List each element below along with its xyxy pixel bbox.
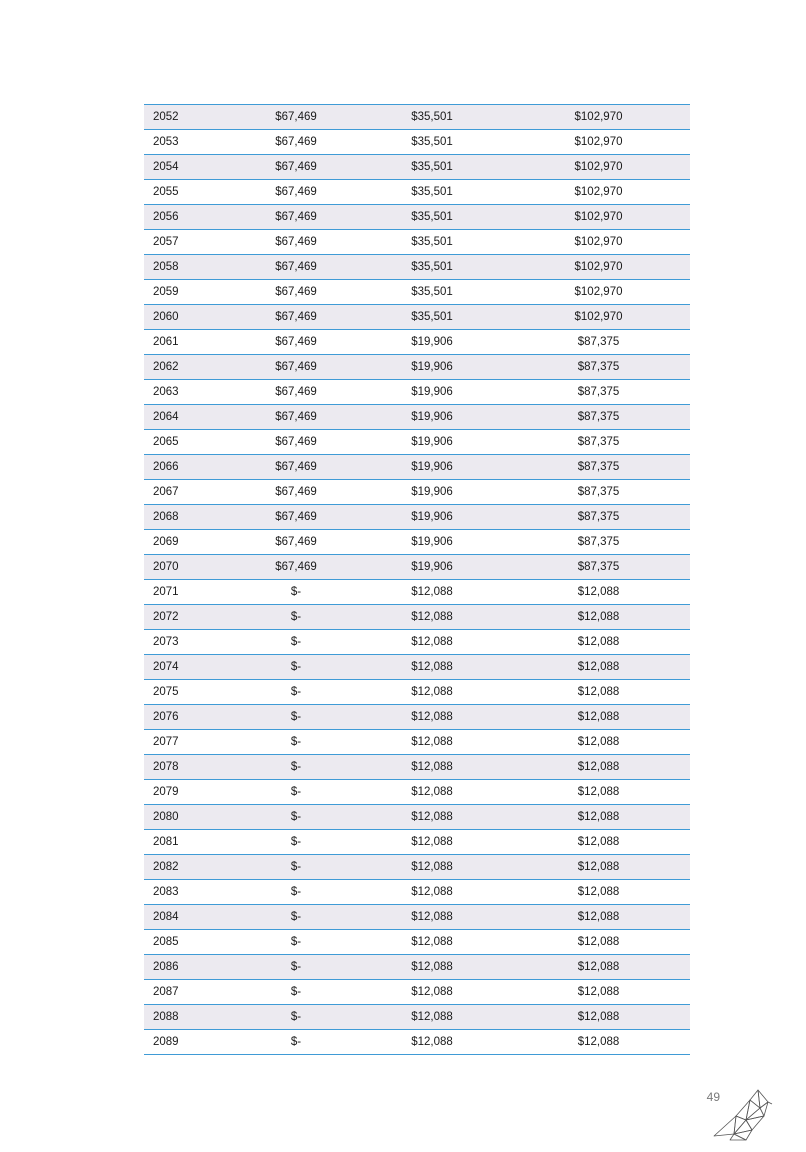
total-cell: $102,970 xyxy=(523,205,690,230)
table-row xyxy=(144,480,690,505)
year-cell: 2073 xyxy=(144,630,251,655)
total-cell: $87,375 xyxy=(523,430,690,455)
year-cell: 2054 xyxy=(144,155,251,180)
year-cell: 2059 xyxy=(144,280,251,305)
value-b-cell: $12,088 xyxy=(341,805,523,830)
value-a-cell: $67,469 xyxy=(251,355,341,380)
table-row xyxy=(144,705,690,730)
total-cell: $12,088 xyxy=(523,930,690,955)
value-b-cell: $12,088 xyxy=(341,730,523,755)
value-a-cell: $- xyxy=(251,580,341,605)
table-row xyxy=(144,205,690,230)
value-a-cell: $67,469 xyxy=(251,130,341,155)
value-b-cell: $19,906 xyxy=(341,430,523,455)
total-cell: $102,970 xyxy=(523,105,690,130)
value-a-cell: $- xyxy=(251,980,341,1005)
value-b-cell: $12,088 xyxy=(341,880,523,905)
table-row xyxy=(144,830,690,855)
total-cell: $12,088 xyxy=(523,955,690,980)
table-row xyxy=(144,455,690,480)
value-b-cell: $35,501 xyxy=(341,105,523,130)
table-row xyxy=(144,355,690,380)
value-a-cell: $67,469 xyxy=(251,430,341,455)
table-row xyxy=(144,555,690,580)
table-row xyxy=(144,130,690,155)
year-cell: 2077 xyxy=(144,730,251,755)
value-b-cell: $12,088 xyxy=(341,905,523,930)
total-cell: $12,088 xyxy=(523,630,690,655)
year-cell: 2068 xyxy=(144,505,251,530)
total-cell: $102,970 xyxy=(523,180,690,205)
total-cell: $12,088 xyxy=(523,680,690,705)
value-b-cell: $19,906 xyxy=(341,405,523,430)
year-cell: 2078 xyxy=(144,755,251,780)
table-row xyxy=(144,255,690,280)
total-cell: $12,088 xyxy=(523,980,690,1005)
total-cell: $87,375 xyxy=(523,355,690,380)
table-row xyxy=(144,855,690,880)
year-cell: 2069 xyxy=(144,530,251,555)
year-cell: 2064 xyxy=(144,405,251,430)
total-cell: $12,088 xyxy=(523,605,690,630)
total-cell: $87,375 xyxy=(523,555,690,580)
total-cell: $12,088 xyxy=(523,705,690,730)
value-b-cell: $12,088 xyxy=(341,855,523,880)
table-row xyxy=(144,1005,690,1030)
table-row xyxy=(144,430,690,455)
table-row xyxy=(144,230,690,255)
value-a-cell: $- xyxy=(251,905,341,930)
value-b-cell: $19,906 xyxy=(341,330,523,355)
table-row xyxy=(144,805,690,830)
value-b-cell: $12,088 xyxy=(341,780,523,805)
value-a-cell: $67,469 xyxy=(251,205,341,230)
value-b-cell: $19,906 xyxy=(341,530,523,555)
value-b-cell: $12,088 xyxy=(341,755,523,780)
table-row xyxy=(144,780,690,805)
year-cell: 2081 xyxy=(144,830,251,855)
total-cell: $102,970 xyxy=(523,230,690,255)
table-row xyxy=(144,730,690,755)
table-row xyxy=(144,955,690,980)
value-b-cell: $12,088 xyxy=(341,980,523,1005)
year-cell: 2052 xyxy=(144,105,251,130)
table-row xyxy=(144,655,690,680)
table-row xyxy=(144,880,690,905)
value-a-cell: $67,469 xyxy=(251,530,341,555)
total-cell: $102,970 xyxy=(523,305,690,330)
value-b-cell: $19,906 xyxy=(341,505,523,530)
total-cell: $12,088 xyxy=(523,830,690,855)
total-cell: $12,088 xyxy=(523,780,690,805)
value-b-cell: $12,088 xyxy=(341,580,523,605)
table-row xyxy=(144,1030,690,1055)
table-body xyxy=(144,105,690,1055)
total-cell: $87,375 xyxy=(523,480,690,505)
total-cell: $12,088 xyxy=(523,905,690,930)
value-a-cell: $- xyxy=(251,780,341,805)
table-row xyxy=(144,330,690,355)
total-cell: $12,088 xyxy=(523,805,690,830)
value-a-cell: $- xyxy=(251,855,341,880)
value-a-cell: $67,469 xyxy=(251,230,341,255)
value-b-cell: $12,088 xyxy=(341,1005,523,1030)
value-b-cell: $35,501 xyxy=(341,130,523,155)
data-table xyxy=(144,104,690,1055)
year-cell: 2053 xyxy=(144,130,251,155)
total-cell: $102,970 xyxy=(523,155,690,180)
value-a-cell: $- xyxy=(251,730,341,755)
table-row xyxy=(144,155,690,180)
year-cell: 2086 xyxy=(144,955,251,980)
value-a-cell: $67,469 xyxy=(251,255,341,280)
value-b-cell: $35,501 xyxy=(341,305,523,330)
total-cell: $12,088 xyxy=(523,755,690,780)
year-cell: 2088 xyxy=(144,1005,251,1030)
value-b-cell: $19,906 xyxy=(341,555,523,580)
value-b-cell: $12,088 xyxy=(341,655,523,680)
total-cell: $87,375 xyxy=(523,505,690,530)
total-cell: $12,088 xyxy=(523,730,690,755)
table-row xyxy=(144,305,690,330)
value-b-cell: $12,088 xyxy=(341,1030,523,1055)
table-row xyxy=(144,580,690,605)
value-a-cell: $- xyxy=(251,705,341,730)
value-b-cell: $19,906 xyxy=(341,480,523,505)
year-cell: 2058 xyxy=(144,255,251,280)
table-row xyxy=(144,380,690,405)
table-row xyxy=(144,680,690,705)
value-a-cell: $- xyxy=(251,655,341,680)
table-row xyxy=(144,530,690,555)
value-a-cell: $67,469 xyxy=(251,180,341,205)
table-row xyxy=(144,605,690,630)
value-a-cell: $67,469 xyxy=(251,455,341,480)
value-b-cell: $12,088 xyxy=(341,930,523,955)
value-a-cell: $- xyxy=(251,830,341,855)
total-cell: $12,088 xyxy=(523,1005,690,1030)
value-b-cell: $19,906 xyxy=(341,355,523,380)
value-a-cell: $- xyxy=(251,805,341,830)
year-cell: 2067 xyxy=(144,480,251,505)
table-row xyxy=(144,280,690,305)
value-b-cell: $35,501 xyxy=(341,230,523,255)
total-cell: $12,088 xyxy=(523,655,690,680)
value-a-cell: $67,469 xyxy=(251,380,341,405)
value-b-cell: $35,501 xyxy=(341,155,523,180)
total-cell: $87,375 xyxy=(523,455,690,480)
total-cell: $87,375 xyxy=(523,530,690,555)
value-b-cell: $35,501 xyxy=(341,205,523,230)
table-row xyxy=(144,505,690,530)
value-b-cell: $19,906 xyxy=(341,380,523,405)
value-a-cell: $67,469 xyxy=(251,305,341,330)
year-cell: 2063 xyxy=(144,380,251,405)
year-cell: 2083 xyxy=(144,880,251,905)
total-cell: $87,375 xyxy=(523,380,690,405)
value-a-cell: $67,469 xyxy=(251,480,341,505)
value-b-cell: $35,501 xyxy=(341,255,523,280)
total-cell: $102,970 xyxy=(523,255,690,280)
year-cell: 2075 xyxy=(144,680,251,705)
value-b-cell: $35,501 xyxy=(341,180,523,205)
value-a-cell: $67,469 xyxy=(251,330,341,355)
value-a-cell: $- xyxy=(251,630,341,655)
value-a-cell: $67,469 xyxy=(251,105,341,130)
value-a-cell: $- xyxy=(251,680,341,705)
total-cell: $12,088 xyxy=(523,880,690,905)
value-a-cell: $67,469 xyxy=(251,280,341,305)
value-b-cell: $12,088 xyxy=(341,955,523,980)
value-b-cell: $12,088 xyxy=(341,630,523,655)
total-cell: $12,088 xyxy=(523,580,690,605)
value-b-cell: $35,501 xyxy=(341,280,523,305)
total-cell: $102,970 xyxy=(523,280,690,305)
geometric-bird-logo-icon xyxy=(706,1086,774,1144)
year-cell: 2079 xyxy=(144,780,251,805)
year-cell: 2089 xyxy=(144,1030,251,1055)
value-b-cell: $12,088 xyxy=(341,705,523,730)
value-a-cell: $- xyxy=(251,1030,341,1055)
total-cell: $12,088 xyxy=(523,855,690,880)
table-row xyxy=(144,180,690,205)
value-a-cell: $- xyxy=(251,880,341,905)
year-cell: 2074 xyxy=(144,655,251,680)
total-cell: $87,375 xyxy=(523,330,690,355)
year-cell: 2061 xyxy=(144,330,251,355)
total-cell: $102,970 xyxy=(523,130,690,155)
year-cell: 2082 xyxy=(144,855,251,880)
year-cell: 2076 xyxy=(144,705,251,730)
year-cell: 2084 xyxy=(144,905,251,930)
page-number: 49 xyxy=(706,1090,720,1104)
year-cell: 2055 xyxy=(144,180,251,205)
year-cell: 2070 xyxy=(144,555,251,580)
table-row xyxy=(144,755,690,780)
year-cell: 2087 xyxy=(144,980,251,1005)
year-cell: 2060 xyxy=(144,305,251,330)
value-b-cell: $12,088 xyxy=(341,830,523,855)
value-a-cell: $67,469 xyxy=(251,405,341,430)
value-b-cell: $12,088 xyxy=(341,605,523,630)
value-a-cell: $67,469 xyxy=(251,505,341,530)
table-row xyxy=(144,405,690,430)
value-a-cell: $67,469 xyxy=(251,555,341,580)
value-a-cell: $- xyxy=(251,930,341,955)
value-b-cell: $12,088 xyxy=(341,680,523,705)
table-row xyxy=(144,980,690,1005)
year-cell: 2080 xyxy=(144,805,251,830)
year-cell: 2056 xyxy=(144,205,251,230)
total-cell: $12,088 xyxy=(523,1030,690,1055)
year-cell: 2085 xyxy=(144,930,251,955)
value-a-cell: $- xyxy=(251,955,341,980)
value-b-cell: $19,906 xyxy=(341,455,523,480)
value-a-cell: $- xyxy=(251,1005,341,1030)
data-table-container xyxy=(144,104,690,1055)
table-row xyxy=(144,905,690,930)
table-row xyxy=(144,930,690,955)
year-cell: 2072 xyxy=(144,605,251,630)
year-cell: 2062 xyxy=(144,355,251,380)
value-a-cell: $67,469 xyxy=(251,155,341,180)
table-row xyxy=(144,105,690,130)
value-a-cell: $- xyxy=(251,755,341,780)
value-a-cell: $- xyxy=(251,605,341,630)
total-cell: $87,375 xyxy=(523,405,690,430)
table-row xyxy=(144,630,690,655)
year-cell: 2057 xyxy=(144,230,251,255)
year-cell: 2071 xyxy=(144,580,251,605)
year-cell: 2065 xyxy=(144,430,251,455)
year-cell: 2066 xyxy=(144,455,251,480)
